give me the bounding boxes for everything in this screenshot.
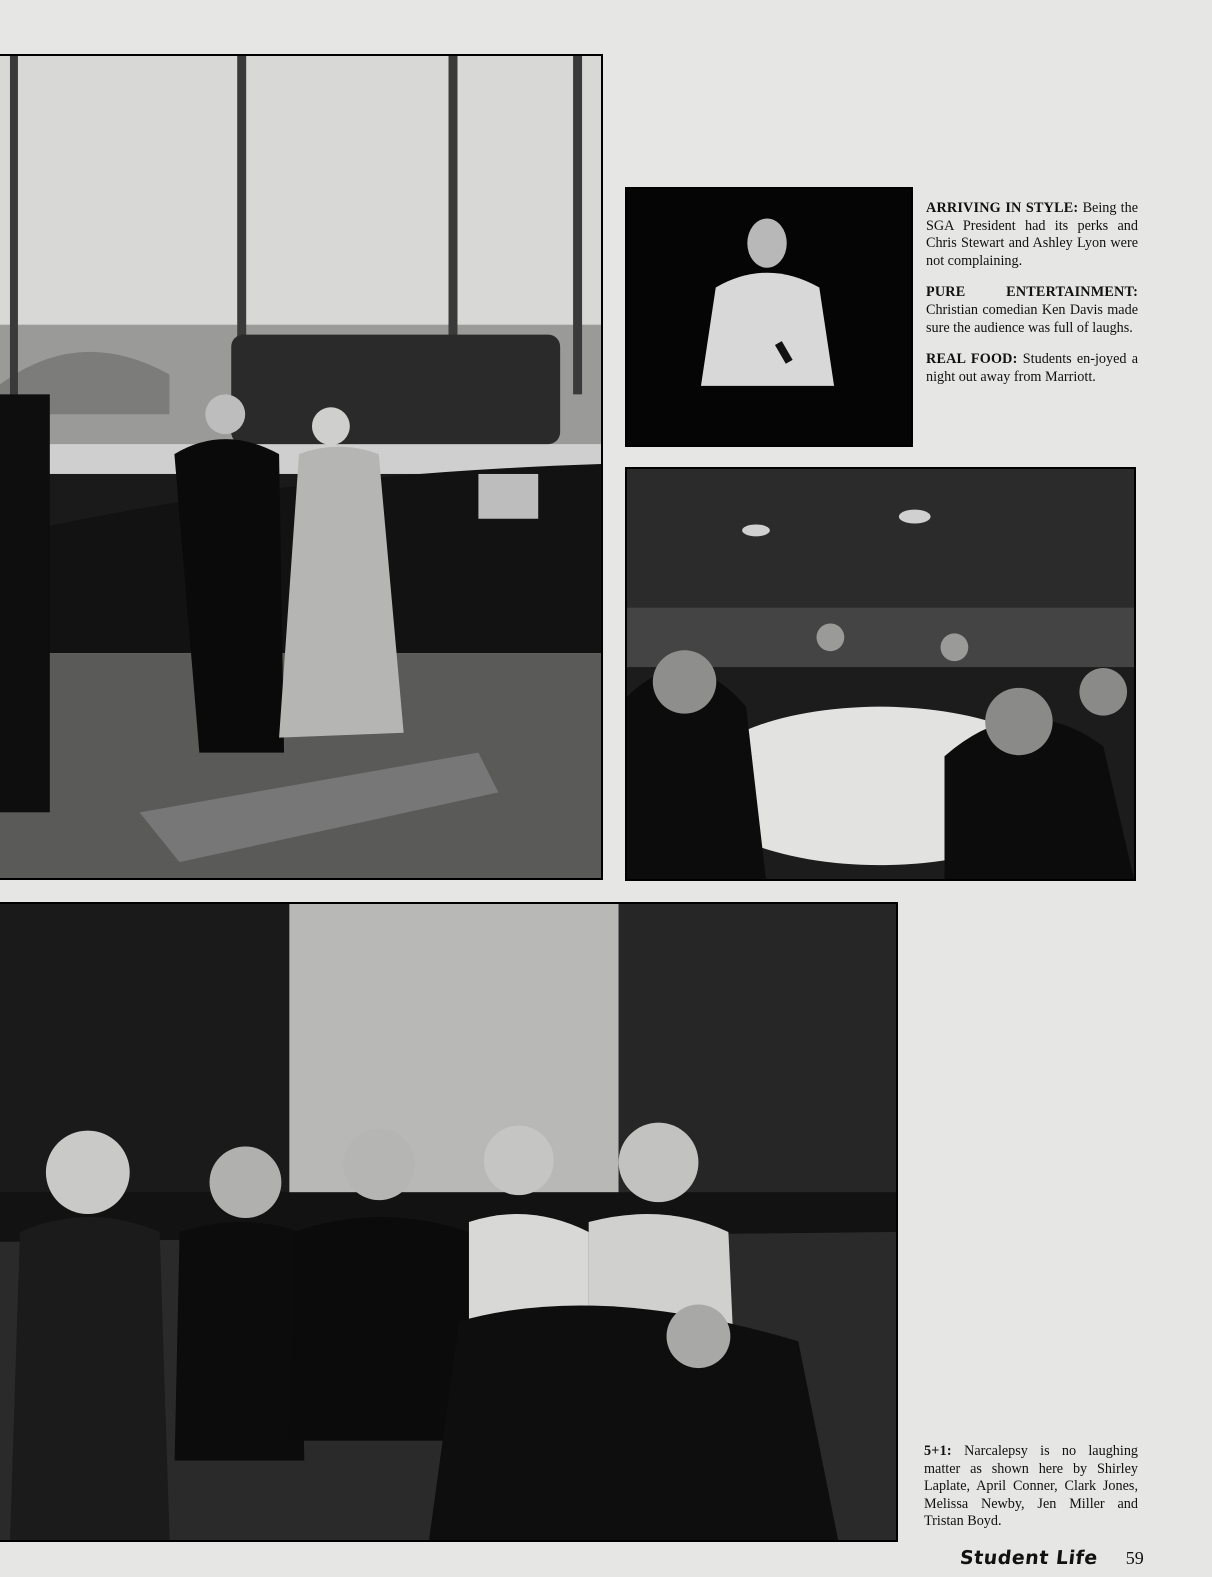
page-footer xyxy=(960,1547,1144,1573)
limousine-photo-art xyxy=(0,56,601,878)
ghost-title-decoration xyxy=(880,58,906,149)
photo-banquet-dinner xyxy=(625,467,1136,881)
photo-captions xyxy=(926,200,1138,400)
dinner-photo-art xyxy=(627,469,1134,879)
group-photo-art xyxy=(0,904,896,1540)
caption-arriving-in-style xyxy=(926,200,1138,270)
caption-text: Being the SGA President had its perks and Chris Stewart and Ashley Lyon were not complaining. xyxy=(926,200,1138,269)
photo-comedian xyxy=(625,187,913,447)
caption-heading: 5+1: xyxy=(924,1443,952,1459)
section-label: Student Life xyxy=(958,1547,1099,1569)
photo-limousine-arrival xyxy=(0,54,603,880)
caption-text: Narcalepsy is no laughing matter as shown here by Shirley Laplate, April Conner, Clark Jones, Melissa Newby, Jen Miller and Tristan Boyd. xyxy=(924,1443,1139,1530)
photo-group-couch xyxy=(0,902,898,1542)
caption-pure-entertainment xyxy=(926,284,1138,337)
caption-heading: REAL FOOD: xyxy=(926,351,1018,368)
caption-heading: ARRIVING IN STYLE: xyxy=(926,200,1079,216)
caption-real-food xyxy=(926,351,1138,386)
comedian-photo-art xyxy=(627,189,911,445)
caption-group-photo xyxy=(924,1443,1138,1531)
caption-text: Christian comedian Ken Davis made sure the audience was full of laughs. xyxy=(926,302,1138,336)
page-number: 59 xyxy=(1125,1548,1144,1568)
caption-text: Students en-joyed a night out away from Marriott. xyxy=(926,351,1139,385)
caption-heading: PURE ENTERTAINMENT: xyxy=(926,284,1138,301)
